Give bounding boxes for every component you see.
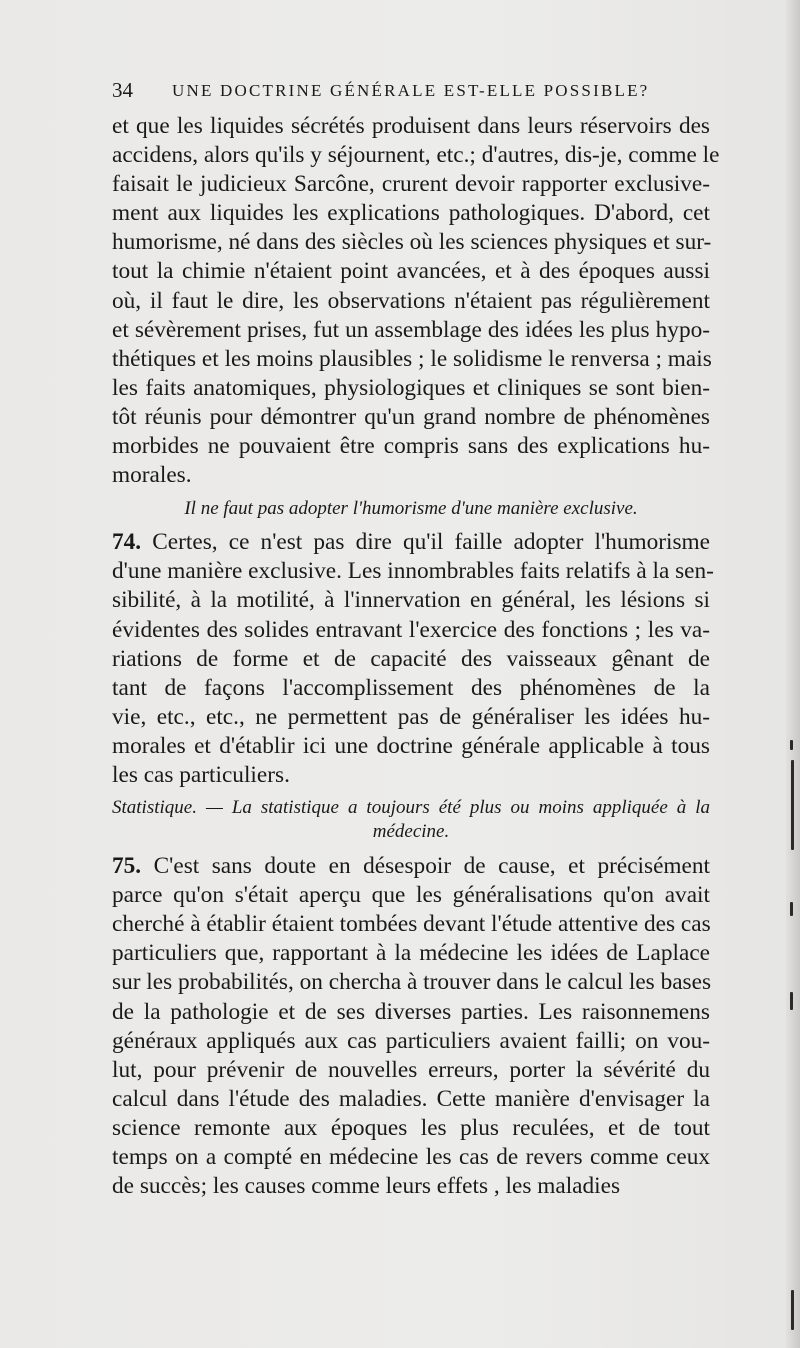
text-line: thétiques et les moins plausibles ; le solidisme le renversa ; mais (112, 345, 712, 372)
edge-mark (791, 1290, 794, 1330)
text-line: et sévèrement prises, fut un assemblage des idées les plus hypo- (112, 316, 710, 343)
text-line: accidens, alors qu'ils y séjournent, etc.; d'autres, dis-je, comme le (112, 142, 720, 169)
text-line: évidentes des solides entravant l'exercice des fonctions ; les va- (112, 616, 710, 643)
text-line: lut, pour prévenir de nouvelles erreurs, porter la sévérité du (112, 1056, 710, 1083)
text-line: sibilité, à la motilité, à l'innervation en général, les lésions si (112, 587, 710, 614)
text-line: où, il faut le dire, les observations n'étaient pas régulièrement (112, 287, 710, 314)
text-line: temps on a compté en médecine les cas de revers comme ceux (112, 1144, 710, 1170)
text-line: tôt réunis pour démontrer qu'un grand nombre de phénomènes (112, 403, 710, 430)
text-line: tant de façons l'accomplissement des phénomènes de la (112, 674, 710, 701)
text-line: morales. (112, 462, 192, 489)
text-line: faisait le judicieux Sarcône, crurent devoir rapporter exclusive- (112, 171, 710, 198)
text-line: morales et d'établir ici une doctrine générale applicable à tous (112, 732, 710, 759)
text-line: sur les probabilités, on chercha à trouver dans le calcul les bases (112, 969, 712, 996)
text-line: ment aux liquides les explications pathologiques. D'abord, cet (112, 200, 710, 227)
paragraph-number: 75. (112, 853, 142, 880)
text-line: et que les liquides sécrétés produisent dans leurs réservoirs des (112, 113, 710, 139)
text-line: de la pathologie et de ses diverses parties. Les raisonnemens (112, 998, 710, 1025)
text-line: humorisme, né dans des siècles où les sciences physiques et sur- (112, 229, 712, 256)
text-line: vie, etc., etc., ne permettent pas de généraliser les idées hu- (112, 703, 710, 730)
section-heading: Statistique. — La statistique a toujours été plus ou moins appliquée à la (112, 797, 710, 819)
paragraph-2 (112, 528, 714, 790)
paragraph-number: 74. (112, 529, 142, 556)
text-span: Certes, ce n'est pas dire qu'il faille adopter l'humorisme (152, 529, 710, 556)
text-line (112, 852, 710, 881)
text-line: parce qu'on s'était aperçu que les généralisations qu'on avait (112, 882, 710, 909)
text-line: généraux appliqués aux cas particuliers avaient failli; on vou- (112, 1027, 710, 1054)
text-line: science remonte aux époques les plus reculées, et de tout (112, 1114, 710, 1141)
edge-mark (790, 992, 793, 1010)
edge-mark (790, 902, 793, 916)
text-span: C'est sans doute en désespoir de cause, et précisément (153, 853, 710, 880)
edge-mark (791, 760, 794, 850)
body-text (112, 112, 720, 1201)
section-heading-continuation: médecine. (372, 821, 450, 843)
text-line: tout la chimie n'étaient point avancées, et à des époques aussi (112, 258, 710, 285)
running-title: UNE DOCTRINE GÉNÉRALE EST-ELLE POSSIBLE? (172, 81, 650, 100)
text-line: les cas particuliers. (112, 761, 290, 788)
edge-mark (790, 740, 793, 750)
page-number: 34 (112, 78, 133, 102)
section-heading: Il ne faut pas adopter l'humorisme d'une manière exclusive. (184, 498, 638, 520)
paragraph-3 (112, 852, 710, 1201)
text-line: particuliers que, rapportant à la médecine les idées de Laplace (112, 940, 710, 967)
text-line: morbides ne pouvaient être compris sans des explications hu- (112, 433, 710, 460)
page-edge-shadow (786, 0, 800, 1348)
text-line: les faits anatomiques, physiologiques et cliniques se sont bien- (112, 374, 710, 401)
text-line: de succès; les causes comme leurs effets , les maladies (112, 1173, 621, 1200)
text-line: d'une manière exclusive. Les innombrables faits relatifs à la sen- (112, 558, 714, 585)
text-line: cherché à établir étaient tombées devant l'étude attentive des cas (112, 911, 711, 938)
page-header (112, 74, 712, 104)
text-line: calcul dans l'étude des maladies. Cette manière d'envisager la (112, 1085, 710, 1112)
paragraph-1 (112, 112, 720, 490)
text-line: riations de forme et de capacité des vaisseaux gênant de (112, 645, 710, 672)
text-line (112, 528, 710, 557)
